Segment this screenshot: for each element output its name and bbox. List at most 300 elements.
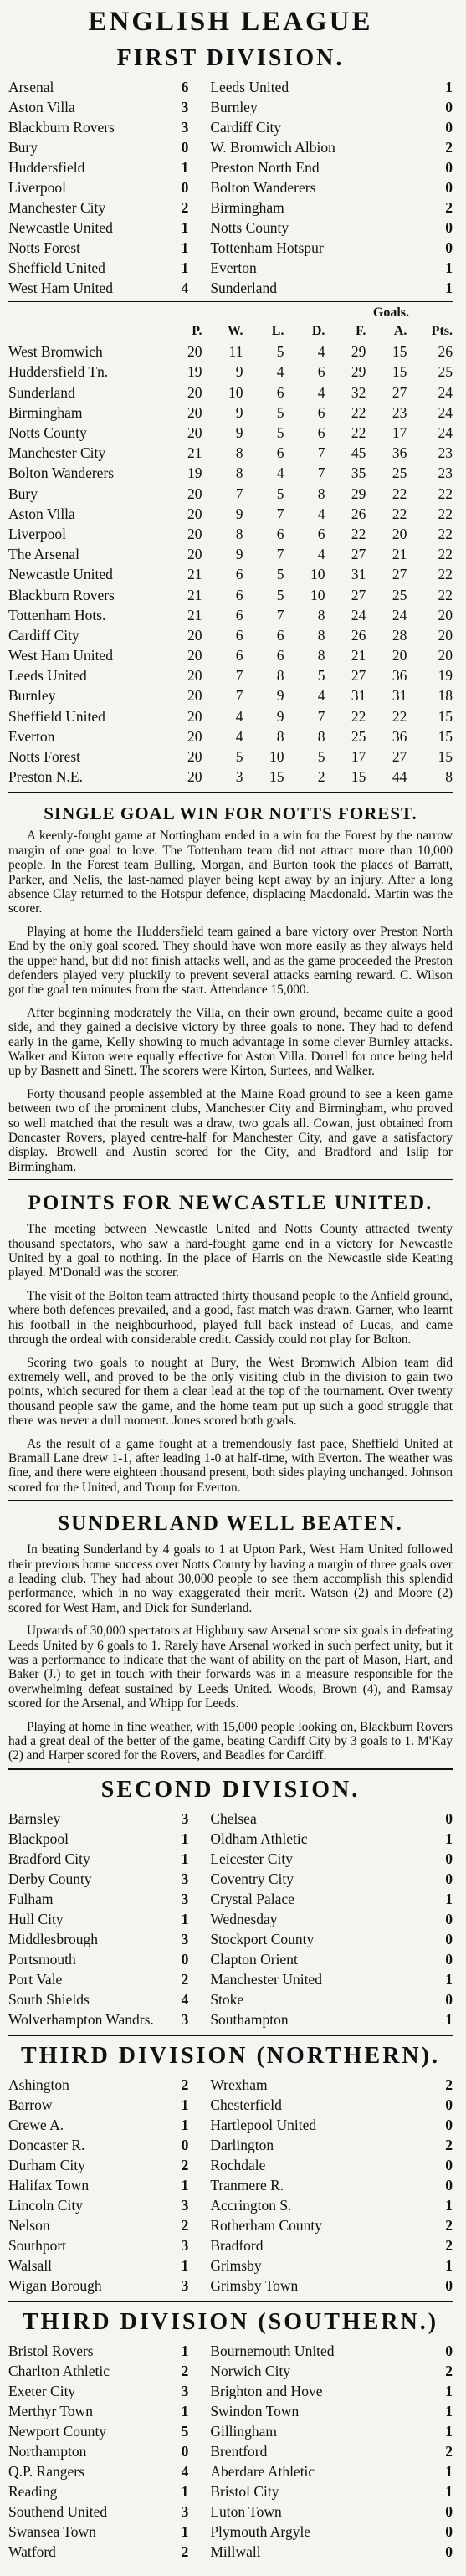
- home-score: 3: [181, 2010, 189, 2028]
- table-header-won: W.: [227, 324, 243, 339]
- away-score: 1: [445, 2462, 453, 2480]
- table-cell: 22: [351, 707, 366, 725]
- table-cell: 25: [392, 586, 407, 603]
- table-cell: 10: [310, 586, 325, 603]
- table-cell: 6: [317, 363, 325, 381]
- result-row: [8, 2235, 453, 2255]
- home-team: Swansea Town: [8, 2522, 96, 2540]
- away-score: 2: [445, 2216, 453, 2234]
- home-score: 1: [181, 2116, 189, 2133]
- result-row: [8, 2522, 453, 2542]
- team-name: Bolton Wanderers: [8, 464, 115, 482]
- table-cell: 15: [438, 727, 453, 745]
- away-team: Brighton and Hove: [210, 2382, 323, 2399]
- table-row: [8, 645, 453, 665]
- table-cell: 20: [438, 647, 453, 665]
- team-name: Liverpool: [8, 525, 67, 542]
- table-cell: 22: [351, 403, 366, 421]
- home-team: Hull City: [8, 1910, 64, 1927]
- away-score: 0: [445, 2176, 453, 2194]
- result-row: [8, 1849, 453, 1869]
- home-team: Sheffield United: [8, 259, 105, 276]
- table-cell: 23: [438, 464, 453, 482]
- table-cell: 22: [392, 505, 407, 522]
- table-cell: 22: [392, 707, 407, 725]
- table-cell: 19: [438, 667, 453, 685]
- table-cell: 20: [187, 748, 202, 766]
- story-paragraph: The meeting between Newcastle United and Notts County attracted twenty thousand spectators, who saw a hard-fought game end in a victory for Newcastle United by a goal to nothing. In the place of Harris on the Newcastle side Keating played. M'Donald was the scorer.: [8, 1222, 453, 1280]
- table-cell: 9: [235, 403, 243, 421]
- away-team: Accrington S.: [210, 2196, 292, 2214]
- away-team: Notts County: [210, 219, 289, 236]
- forest-headline: SINGLE GOAL WIN FOR NOTTS FOREST.: [44, 803, 417, 824]
- away-score: 0: [445, 2342, 453, 2359]
- away-team: Tottenham Hotspur: [210, 239, 324, 256]
- home-score: 3: [181, 1930, 189, 1947]
- home-score: 2: [181, 2156, 189, 2173]
- table-cell: 26: [351, 626, 366, 644]
- away-score: 0: [445, 1910, 453, 1927]
- divider: [8, 301, 453, 302]
- league-table-body: [8, 341, 453, 787]
- table-cell: 7: [317, 707, 325, 725]
- away-score: 1: [445, 1970, 453, 1988]
- divider: [8, 792, 453, 793]
- table-cell: 8: [445, 768, 453, 786]
- result-row: [8, 2155, 453, 2175]
- first-division-results: [8, 77, 453, 298]
- away-team: Birmingham: [210, 199, 284, 216]
- table-cell: 22: [392, 485, 407, 502]
- table-cell: 10: [269, 748, 284, 766]
- away-team: Crystal Palace: [210, 1890, 294, 1907]
- home-team: Huddersfield: [8, 159, 85, 176]
- table-row: [8, 706, 453, 726]
- table-cell: 6: [276, 383, 284, 401]
- table-cell: 9: [235, 546, 243, 563]
- result-row: [8, 2481, 453, 2502]
- away-score: 0: [445, 99, 453, 115]
- home-team: Watford: [8, 2543, 56, 2560]
- home-score: 3: [181, 99, 189, 115]
- home-team: Blackburn Rovers: [8, 119, 115, 136]
- home-score: 2: [181, 2076, 189, 2093]
- table-row: [8, 504, 453, 524]
- home-team: Ashington: [8, 2076, 69, 2093]
- away-team: Luton Town: [210, 2502, 282, 2520]
- table-cell: 22: [438, 566, 453, 583]
- away-team: Hartlepool United: [210, 2116, 317, 2133]
- team-name: Preston N.E.: [8, 768, 83, 786]
- away-score: 2: [445, 139, 453, 156]
- table-cell: 19: [187, 363, 202, 381]
- away-score: 0: [445, 2156, 453, 2173]
- home-score: 1: [181, 2342, 189, 2359]
- team-name: Manchester City: [8, 444, 106, 462]
- table-row: [8, 767, 453, 787]
- home-team: Bristol Rovers: [8, 2342, 94, 2359]
- table-cell: 5: [235, 748, 243, 766]
- away-team: Preston North End: [210, 159, 320, 176]
- masthead: ENGLISH LEAGUE: [88, 7, 373, 37]
- table-cell: 6: [235, 586, 243, 603]
- result-row: [8, 2441, 453, 2461]
- result-row: [8, 2009, 453, 2029]
- table-cell: 15: [351, 768, 366, 786]
- table-cell: 45: [351, 444, 366, 462]
- away-team: Rochdale: [210, 2156, 266, 2173]
- home-score: 0: [181, 2136, 189, 2153]
- table-cell: 20: [438, 626, 453, 644]
- result-row: [8, 1909, 453, 1929]
- home-team: Q.P. Rangers: [8, 2462, 84, 2480]
- away-team: Clapton Orient: [210, 1950, 298, 1968]
- home-score: 1: [181, 2256, 189, 2274]
- home-score: 2: [181, 2362, 189, 2379]
- table-cell: 8: [235, 444, 243, 462]
- table-cell: 7: [276, 546, 284, 563]
- table-cell: 10: [310, 566, 325, 583]
- table-cell: 5: [276, 586, 284, 603]
- away-team: Chelsea: [210, 1809, 257, 1827]
- home-team: Arsenal: [8, 79, 54, 95]
- table-cell: 21: [187, 586, 202, 603]
- away-team: Coventry City: [210, 1870, 294, 1887]
- team-name: Huddersfield Tn.: [8, 363, 109, 381]
- first-division-title: FIRST DIVISION.: [116, 45, 345, 71]
- away-score: 2: [445, 2362, 453, 2379]
- table-cell: 2: [317, 768, 325, 786]
- home-team: Walsall: [8, 2256, 53, 2274]
- table-cell: 24: [438, 424, 453, 442]
- result-row: [8, 2255, 453, 2276]
- table-cell: 11: [228, 343, 243, 361]
- story-paragraph: After beginning moderately the Villa, on their own ground, became quite a good side, and they gained a decisive victory by three goals to none. They had to defend early in the game, Kelly showing to much advantage in some clever Burnley attacks. Walker and Kirton were equally effective for Aston Villa. Dorrell for once being held up by Basnett and Sinett. The scorers were Kirton, Surtees, and Walker.: [8, 1005, 453, 1079]
- home-score: 1: [181, 2522, 189, 2540]
- table-cell: 15: [438, 707, 453, 725]
- home-team: Nelson: [8, 2216, 50, 2234]
- home-team: Blackpool: [8, 1829, 69, 1847]
- table-cell: 6: [276, 647, 284, 665]
- table-row: [8, 584, 453, 604]
- table-cell: 28: [392, 626, 407, 644]
- table-row: [8, 747, 453, 767]
- team-name: Everton: [8, 727, 55, 745]
- home-score: 4: [181, 280, 189, 296]
- away-team: W. Bromwich Albion: [210, 139, 335, 156]
- table-cell: 27: [392, 748, 407, 766]
- away-score: 2: [445, 2136, 453, 2153]
- team-name: Sheffield United: [8, 707, 105, 725]
- story-paragraph: Forty thousand people assembled at the Maine Road ground to see a keen game between two of the prominent clubs, Manchester City and Birmingham, who proved so well matched that the result was a draw, two goals all. Cowan, just obtained from Doncaster Rovers, played centre-half for Manchester City, and gave a satisfactory display. Browell and Austin scored for the City, and Bradford and Islip for Birmingham.: [8, 1086, 453, 1174]
- home-score: 3: [181, 2382, 189, 2399]
- table-row: [8, 382, 453, 403]
- home-team: Lincoln City: [8, 2196, 83, 2214]
- result-row: [8, 2421, 453, 2441]
- table-row: [8, 544, 453, 564]
- home-score: 3: [181, 1890, 189, 1907]
- away-score: 2: [445, 2076, 453, 2093]
- newcastle-headline: POINTS FOR NEWCASTLE UNITED.: [28, 1192, 433, 1215]
- table-cell: 17: [351, 748, 366, 766]
- table-cell: 5: [317, 748, 325, 766]
- away-team: Swindon Town: [210, 2402, 300, 2419]
- home-score: 0: [181, 1950, 189, 1968]
- home-score: 0: [181, 139, 189, 156]
- team-name: Newcastle United: [8, 566, 113, 583]
- away-team: Gillingham: [210, 2422, 278, 2440]
- table-cell: 25: [351, 727, 366, 745]
- third-north-results: [8, 2075, 453, 2296]
- away-score: 0: [445, 1850, 453, 1867]
- result-row: [8, 198, 453, 218]
- away-team: Bristol City: [210, 2482, 279, 2500]
- home-team: Middlesbrough: [8, 1930, 98, 1947]
- away-team: Grimsby: [210, 2256, 262, 2274]
- away-team: Millwall: [210, 2543, 261, 2560]
- table-cell: 29: [351, 363, 366, 381]
- table-cell: 6: [317, 424, 325, 442]
- home-team: Portsmouth: [8, 1950, 76, 1968]
- home-team: Liverpool: [8, 179, 67, 196]
- home-score: 2: [181, 2543, 189, 2560]
- story-paragraph: As the result of a game fought at a tremendously fast pace, Sheffield United at Bramall Lane drew 1-1, after leading 1-0 at half-time, with Everton. The weather was fine, and there were eighteen thousand present, both sides playing unchanged. Johnson scored for the United, and Troup for Everton.: [8, 1436, 453, 1495]
- table-cell: 20: [187, 525, 202, 542]
- result-row: [8, 1929, 453, 1949]
- away-team: Tranmere R.: [210, 2176, 284, 2194]
- table-cell: 17: [392, 424, 407, 442]
- table-cell: 29: [351, 343, 366, 361]
- home-team: Southport: [8, 2236, 67, 2254]
- table-cell: 8: [276, 727, 284, 745]
- home-score: 1: [181, 159, 189, 176]
- table-cell: 6: [276, 444, 284, 462]
- away-score: 1: [445, 2010, 453, 2028]
- table-cell: 7: [317, 464, 325, 482]
- result-row: [8, 2341, 453, 2361]
- home-team: Port Vale: [8, 1970, 63, 1988]
- result-row: [8, 2135, 453, 2155]
- table-row: [8, 484, 453, 504]
- away-score: 0: [445, 2276, 453, 2294]
- table-cell: 4: [276, 464, 284, 482]
- table-cell: 6: [276, 626, 284, 644]
- away-team: Leicester City: [210, 1850, 293, 1867]
- away-team: Cardiff City: [210, 119, 282, 136]
- second-division-results: [8, 1809, 453, 2029]
- table-cell: 20: [392, 525, 407, 542]
- table-cell: 20: [187, 687, 202, 705]
- table-cell: 4: [317, 343, 325, 361]
- home-team: Wolverhampton Wandrs.: [8, 2010, 154, 2028]
- result-row: [8, 2195, 453, 2215]
- away-team: Brentford: [210, 2442, 268, 2460]
- home-score: 4: [181, 1990, 189, 2008]
- away-score: 0: [445, 159, 453, 176]
- away-team: Rotherham County: [210, 2216, 322, 2234]
- third-south-results: [8, 2341, 453, 2562]
- home-score: 1: [181, 1829, 189, 1847]
- table-cell: 20: [187, 383, 202, 401]
- home-score: 0: [181, 179, 189, 196]
- home-team: Fulham: [8, 1890, 54, 1907]
- away-team: Leeds United: [210, 79, 289, 95]
- team-name: Burnley: [8, 687, 56, 705]
- table-cell: 7: [276, 606, 284, 623]
- home-team: Bradford City: [8, 1850, 90, 1867]
- away-score: 0: [445, 1990, 453, 2008]
- away-score: 1: [445, 2256, 453, 2274]
- home-team: Newport County: [8, 2422, 107, 2440]
- divider: [8, 1179, 453, 1180]
- table-cell: 20: [187, 485, 202, 502]
- team-name: Notts County: [8, 424, 87, 442]
- away-score: 0: [445, 239, 453, 256]
- league-table: [8, 321, 453, 787]
- table-cell: 15: [392, 363, 407, 381]
- table-cell: 20: [438, 606, 453, 623]
- team-name: Aston Villa: [8, 505, 75, 522]
- table-cell: 22: [438, 525, 453, 542]
- home-team: Exeter City: [8, 2382, 76, 2399]
- table-cell: 4: [235, 727, 243, 745]
- table-row: [8, 605, 453, 625]
- table-row: [8, 524, 453, 544]
- table-cell: 4: [235, 707, 243, 725]
- table-cell: 9: [235, 424, 243, 442]
- away-team: Burnley: [210, 99, 258, 115]
- away-team: Chesterfield: [210, 2096, 282, 2113]
- home-team: Halifax Town: [8, 2176, 90, 2194]
- away-team: Everton: [210, 259, 257, 276]
- away-score: 1: [445, 2196, 453, 2214]
- team-name: West Ham United: [8, 647, 113, 665]
- table-cell: 23: [392, 403, 407, 421]
- away-score: 1: [445, 2482, 453, 2500]
- away-team: Wrexham: [210, 2076, 268, 2093]
- goals-label: Goals.: [372, 305, 409, 320]
- home-score: 3: [181, 2502, 189, 2520]
- table-cell: 24: [351, 606, 366, 623]
- result-row: [8, 218, 453, 238]
- table-cell: 8: [317, 485, 325, 502]
- table-cell: 5: [276, 424, 284, 442]
- away-score: 2: [445, 2442, 453, 2460]
- table-cell: 27: [351, 546, 366, 563]
- table-cell: 8: [235, 464, 243, 482]
- table-cell: 6: [235, 626, 243, 644]
- home-score: 6: [181, 79, 189, 95]
- result-row: [8, 157, 453, 177]
- team-name: Tottenham Hots.: [8, 606, 106, 623]
- home-team: Wigan Borough: [8, 2276, 102, 2294]
- team-name: Cardiff City: [8, 626, 79, 644]
- away-score: 1: [445, 1890, 453, 1907]
- home-team: Merthyr Town: [8, 2402, 94, 2419]
- table-cell: 27: [392, 383, 407, 401]
- table-row: [8, 685, 453, 706]
- home-team: Doncaster R.: [8, 2136, 85, 2153]
- home-score: 1: [181, 2482, 189, 2500]
- story-paragraph: In beating Sunderland by 4 goals to 1 at Upton Park, West Ham United followed their previous home success over Notts County by having a margin of three goals over a leading club. They had about 30,000 people to see them accomplish this splendid performance, which in no way exaggerated their merit. Watson (2) and Moore (2) scored for West Ham, and Dick for Sunderland.: [8, 1542, 453, 1615]
- table-cell: 6: [317, 525, 325, 542]
- away-score: 0: [445, 1930, 453, 1947]
- away-team: Sunderland: [210, 280, 278, 296]
- table-cell: 8: [317, 727, 325, 745]
- away-team: Bradford: [210, 2236, 264, 2254]
- table-row: [8, 443, 453, 463]
- home-team: Reading: [8, 2482, 58, 2500]
- table-cell: 8: [317, 626, 325, 644]
- result-row: [8, 1989, 453, 2009]
- home-score: 1: [181, 1850, 189, 1867]
- away-team: Grimsby Town: [210, 2276, 299, 2294]
- away-team: Oldham Athletic: [210, 1829, 308, 1847]
- table-header-points: Pts.: [431, 324, 453, 339]
- table-cell: 26: [438, 343, 453, 361]
- away-team: Plymouth Argyle: [210, 2522, 311, 2540]
- table-cell: 7: [235, 667, 243, 685]
- table-cell: 9: [235, 505, 243, 522]
- result-row: [8, 2276, 453, 2296]
- home-team: Charlton Athletic: [8, 2362, 110, 2379]
- table-cell: 20: [187, 768, 202, 786]
- home-team: Durham City: [8, 2156, 85, 2173]
- home-team: Aston Villa: [8, 99, 75, 115]
- home-team: South Shields: [8, 1990, 90, 2008]
- result-row: [8, 1829, 453, 1849]
- table-cell: 4: [317, 383, 325, 401]
- home-score: 1: [181, 219, 189, 236]
- table-cell: 22: [351, 525, 366, 542]
- table-cell: 32: [351, 383, 366, 401]
- home-score: 3: [181, 1809, 189, 1827]
- away-score: 0: [445, 2543, 453, 2560]
- table-row: [8, 341, 453, 362]
- table-cell: 5: [276, 343, 284, 361]
- result-row: [8, 2461, 453, 2481]
- home-team: Barnsley: [8, 1809, 61, 1827]
- home-score: 1: [181, 1910, 189, 1927]
- home-score: 3: [181, 2236, 189, 2254]
- newcastle-story: [8, 1222, 453, 1495]
- table-cell: 20: [187, 626, 202, 644]
- result-row: [8, 278, 453, 298]
- home-score: 1: [181, 239, 189, 256]
- home-score: 2: [181, 1970, 189, 1988]
- table-cell: 15: [269, 768, 284, 786]
- away-score: 1: [445, 2402, 453, 2419]
- table-cell: 20: [187, 727, 202, 745]
- away-score: 0: [445, 1809, 453, 1827]
- table-cell: 22: [438, 586, 453, 603]
- table-row: [8, 423, 453, 443]
- table-cell: 21: [351, 647, 366, 665]
- table-cell: 24: [438, 383, 453, 401]
- table-cell: 5: [276, 485, 284, 502]
- result-row: [8, 258, 453, 278]
- table-cell: 22: [438, 505, 453, 522]
- sunderland-story: [8, 1542, 453, 1763]
- table-cell: 9: [235, 363, 243, 381]
- table-cell: 36: [392, 667, 407, 685]
- table-cell: 7: [235, 687, 243, 705]
- table-header-drawn: D.: [311, 324, 325, 339]
- table-cell: 20: [187, 505, 202, 522]
- table-cell: 6: [235, 606, 243, 623]
- story-paragraph: The visit of the Bolton team attracted thirty thousand people to the Anfield ground, where both defences prevailed, and a good, fast match was drawn. Garner, who learnt his football in the neighbourhood, played full back instead of Lucas, and came through the ordeal with considerable credit. Cassidy could not play for Bolton.: [8, 1288, 453, 1347]
- table-cell: 8: [235, 525, 243, 542]
